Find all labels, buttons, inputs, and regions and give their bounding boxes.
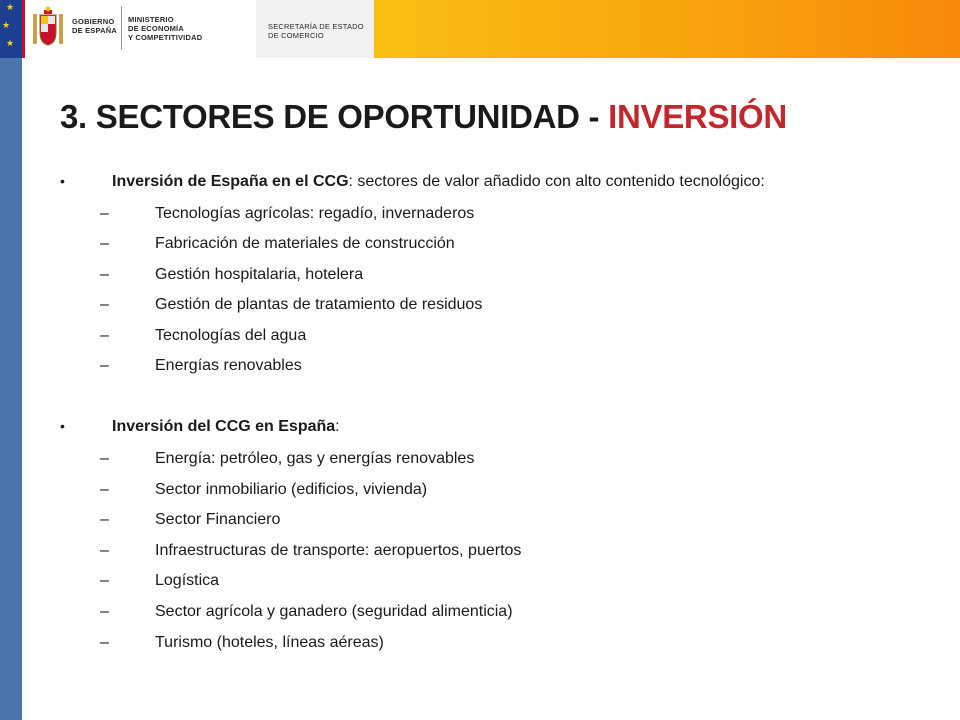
list-item-text: Logística xyxy=(155,572,220,589)
section-heading xyxy=(112,418,340,436)
gov-line2: DE ESPAÑA xyxy=(72,26,118,35)
spain-flag-stripe xyxy=(22,0,25,58)
list-item-text: Tecnologías del agua xyxy=(155,327,307,344)
section-heading-bold: Inversión del CCG en España xyxy=(112,418,336,435)
list-item-text: Turismo (hoteles, líneas aéreas) xyxy=(155,634,384,651)
list-item-text: Energías renovables xyxy=(155,357,302,374)
dash-icon: – xyxy=(100,205,109,222)
gov-line1: GOBIERNO xyxy=(72,17,115,26)
title-accent: INVERSIÓN xyxy=(608,98,787,135)
bullet-icon: • xyxy=(60,173,65,189)
ministry-line2: DE ECONOMÍA xyxy=(128,24,184,33)
slide-title xyxy=(60,98,787,136)
list-item-text: Gestión de plantas de tratamiento de residuos xyxy=(155,296,483,313)
eu-star-icon: ★ xyxy=(6,3,15,13)
ministry-line1: MINISTERIO xyxy=(128,15,174,24)
dash-icon: – xyxy=(100,357,109,374)
eu-star-icon: ★ xyxy=(6,39,15,49)
dash-icon: – xyxy=(100,481,109,498)
dash-icon: – xyxy=(100,327,109,344)
section-heading-rest: : xyxy=(335,418,340,435)
side-accent-strip xyxy=(0,58,22,720)
secretariat-line2: DE COMERCIO xyxy=(268,31,324,40)
section-heading-rest: : sectores de valor añadido con alto contenido tecnológico: xyxy=(348,173,765,190)
dash-icon: – xyxy=(100,235,109,252)
header-band xyxy=(0,0,960,58)
list-item-text: Energía: petróleo, gas y energías renovables xyxy=(155,450,475,467)
ministry-line3: Y COMPETITIVIDAD xyxy=(128,33,203,42)
dash-icon: – xyxy=(100,634,109,651)
list-item-text: Sector inmobiliario (edificios, vivienda) xyxy=(155,481,428,498)
eu-flag-strip xyxy=(0,0,22,58)
list-item-text: Sector agrícola y ganadero (seguridad alimenticia) xyxy=(155,603,513,620)
dash-icon: – xyxy=(100,603,109,620)
logo-divider xyxy=(121,6,122,50)
section-heading-bold: Inversión de España en el CCG xyxy=(112,173,349,190)
list-item-text: Sector Financiero xyxy=(155,511,281,528)
dash-icon: – xyxy=(100,450,109,467)
dash-icon: – xyxy=(100,542,109,559)
coat-of-arms-icon xyxy=(30,6,66,50)
bullet-icon: • xyxy=(60,418,65,434)
list-item-text: Tecnologías agrícolas: regadío, invernaderos xyxy=(155,205,475,222)
list-item-text: Gestión hospitalaria, hotelera xyxy=(155,266,364,283)
list-item-text: Fabricación de materiales de construcción xyxy=(155,235,455,252)
secretariat-box xyxy=(256,0,374,58)
secretariat-line1: SECRETARÍA DE ESTADO xyxy=(268,22,364,31)
dash-icon: – xyxy=(100,266,109,283)
list-item-text: Infraestructuras de transporte: aeropuertos, puertos xyxy=(155,542,522,559)
dash-icon: – xyxy=(100,511,109,528)
eu-star-icon: ★ xyxy=(2,21,11,31)
title-main: 3. SECTORES DE OPORTUNIDAD - xyxy=(60,98,609,135)
dash-icon: – xyxy=(100,296,109,313)
section-heading xyxy=(112,173,765,191)
dash-icon: – xyxy=(100,572,109,589)
